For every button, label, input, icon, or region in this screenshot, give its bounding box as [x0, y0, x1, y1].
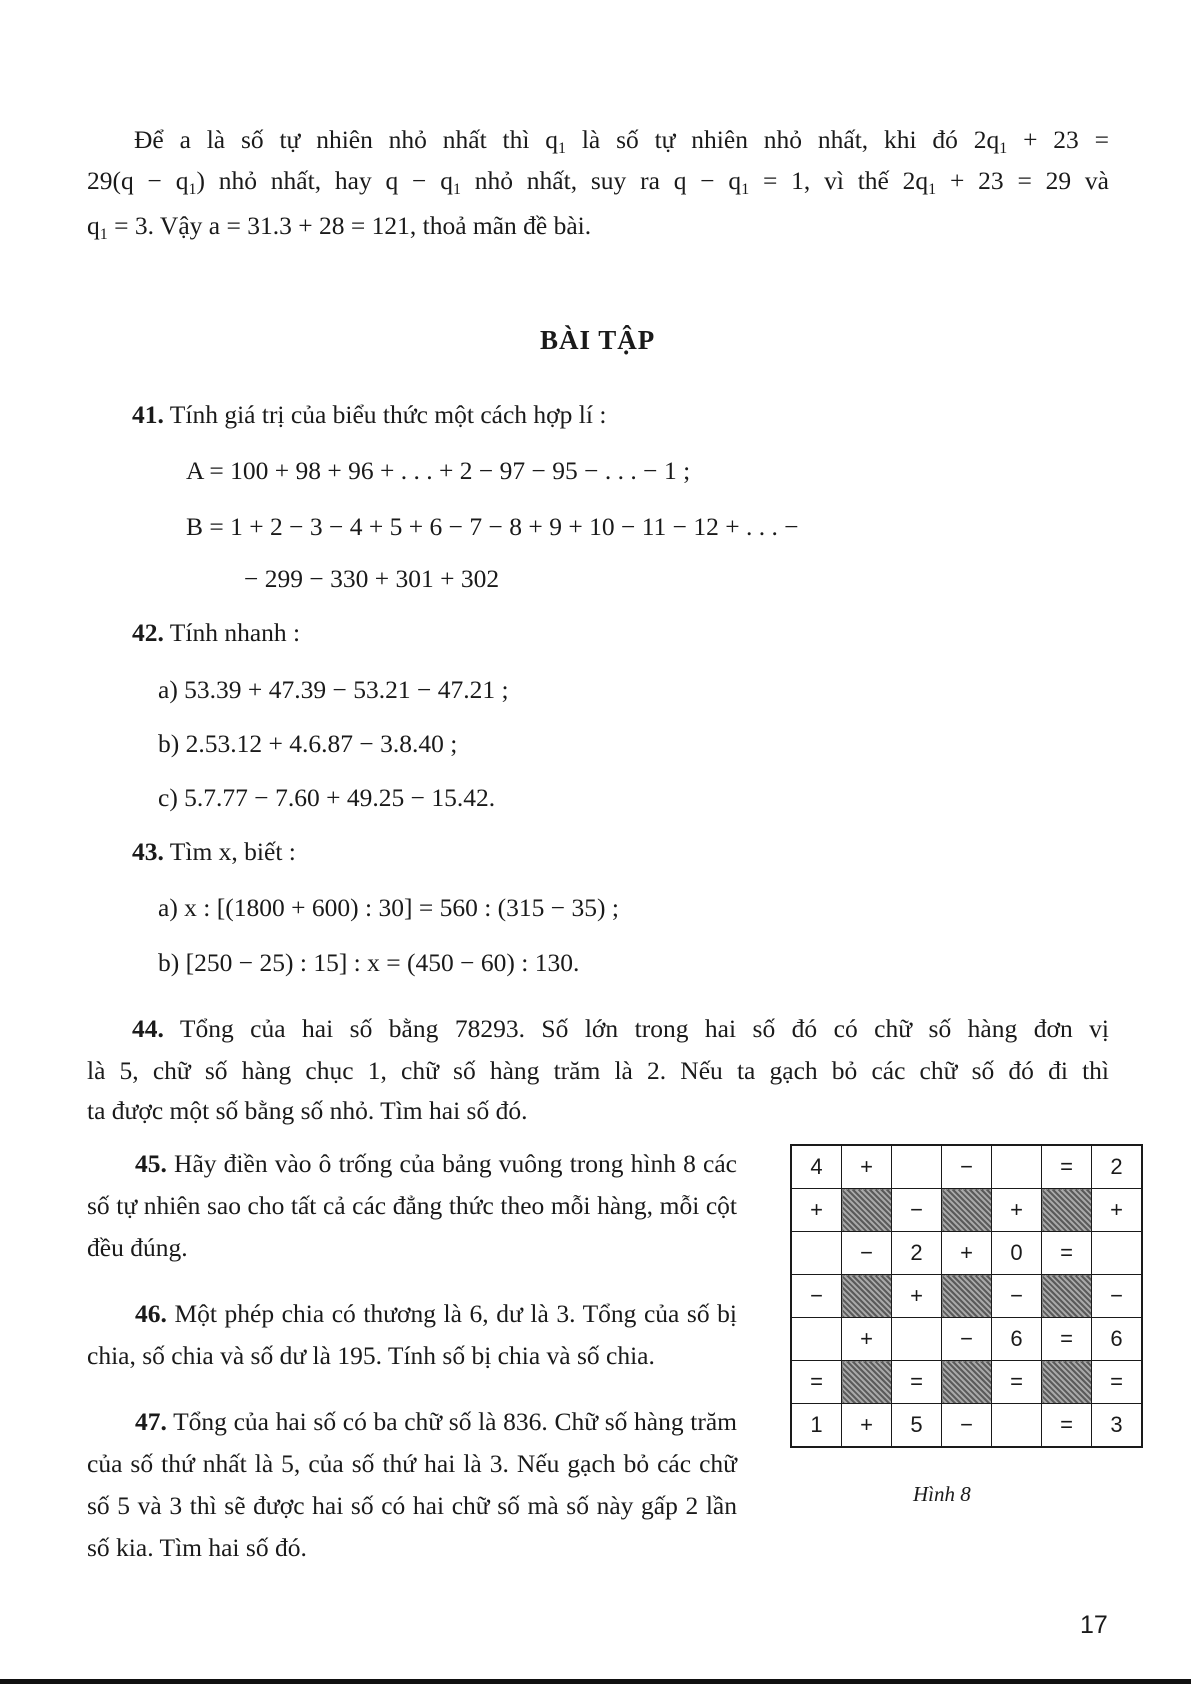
- exercise-44-line-3: ta được một số bằng số nhỏ. Tìm hai số đó.: [87, 1096, 528, 1125]
- grid-cell: −: [942, 1145, 992, 1189]
- grid-cell-empty: [791, 1318, 842, 1361]
- grid-cell-empty: [992, 1145, 1042, 1189]
- grid-cell-empty: [992, 1404, 1042, 1448]
- exercise-text: Tính nhanh :: [169, 618, 301, 647]
- grid-cell: 0: [992, 1232, 1042, 1275]
- grid-cell: +: [892, 1275, 942, 1318]
- grid-row: [791, 1275, 1142, 1318]
- grid-cell-empty: [1092, 1232, 1143, 1275]
- grid-row: [791, 1189, 1142, 1232]
- exercise-text: Một phép chia có thương là 6, dư là 3. Tổng của số bị chia, số chia và số dư là 195. Tính số bị chia và số chia.: [87, 1299, 737, 1370]
- grid-cell: −: [842, 1232, 892, 1275]
- grid-cell: +: [842, 1145, 892, 1189]
- grid-cell-shaded: [1042, 1275, 1092, 1318]
- grid-cell-empty: [892, 1318, 942, 1361]
- exercise-number: 47.: [135, 1407, 167, 1436]
- exercise-number: 45.: [135, 1149, 167, 1178]
- exercise-45: [87, 1143, 737, 1269]
- exercise-42-a: a) 53.39 + 47.39 − 53.21 − 47.21 ;: [158, 675, 509, 704]
- expression-b-line-1: B = 1 + 2 − 3 − 4 + 5 + 6 − 7 − 8 + 9 + 10 − 11 − 12 + . . . −: [186, 512, 799, 541]
- exercise-42: [132, 618, 300, 648]
- grid-cell: =: [1042, 1232, 1092, 1275]
- grid-row: [791, 1404, 1142, 1448]
- grid-cell-shaded: [1042, 1189, 1092, 1232]
- grid-cell: +: [842, 1318, 892, 1361]
- grid-cell: 5: [892, 1404, 942, 1448]
- exercise-43-a: a) x : [(1800 + 600) : 30] = 560 : (315 − 35) ;: [158, 893, 619, 922]
- exercise-43-b: b) [250 − 25) : 15] : x = (450 − 60) : 130.: [158, 948, 580, 977]
- grid-cell: 6: [1092, 1318, 1143, 1361]
- grid-cell: −: [1092, 1275, 1143, 1318]
- expression-b-line-2: − 299 − 330 + 301 + 302: [244, 564, 500, 593]
- grid-cell-shaded: [942, 1275, 992, 1318]
- intro-line-2: $29(q - q_1)$ nhỏ nhất, hay $q - q_1$ nhỏ nhất, suy ra $q - q_1 = 1$, vì thế $2q_1 + 23 = 29$ và: [87, 166, 1109, 198]
- section-title: BÀI TẬP: [540, 325, 656, 355]
- grid-row: [791, 1145, 1142, 1189]
- intro-line-1: Để a là số tự nhiên nhỏ nhất thì $q_1$ là số tự nhiên nhỏ nhất, khi đó $2q_1 + 23$ =: [134, 125, 1109, 157]
- exercise-text-line-1: Tổng của hai số bằng 78293. Số lớn trong hai số đó có chữ số hàng đơn vị: [179, 1014, 1109, 1043]
- figure-caption: Hình 8: [913, 1482, 971, 1506]
- grid-cell: =: [1042, 1318, 1092, 1361]
- grid-cell: +: [942, 1232, 992, 1275]
- grid-cell: −: [942, 1318, 992, 1361]
- grid-cell: =: [892, 1361, 942, 1404]
- exercise-number: 46.: [135, 1299, 167, 1328]
- grid-row: [791, 1318, 1142, 1361]
- grid-cell: +: [791, 1189, 842, 1232]
- grid-cell: −: [791, 1275, 842, 1318]
- bottom-border: [0, 1679, 1191, 1684]
- exercise-47: [87, 1401, 737, 1569]
- grid-cell: −: [992, 1275, 1042, 1318]
- grid-cell: =: [1092, 1361, 1143, 1404]
- grid-cell: +: [1092, 1189, 1143, 1232]
- exercises-45-47: [87, 1143, 737, 1569]
- grid-cell-shaded: [1042, 1361, 1092, 1404]
- grid-cell: =: [992, 1361, 1042, 1404]
- grid-cell: =: [1042, 1404, 1092, 1448]
- exercise-41: [132, 400, 606, 430]
- exercise-text: Tìm x, biết :: [169, 837, 296, 866]
- exercise-text: Tổng của hai số có ba chữ số là 836. Chữ số hàng trăm của số thứ nhất là 5, của số thứ hai là 3. Nếu gạch bỏ các chữ số 5 và 3 thì sẽ được hai số có hai chữ số mà số này gấp 2 lần số kia. Tìm hai số đó.: [87, 1407, 737, 1562]
- exercise-text: Tính giá trị của biểu thức một cách hợp lí :: [169, 400, 607, 429]
- grid-cell: +: [842, 1404, 892, 1448]
- grid-cell: 2: [892, 1232, 942, 1275]
- exercise-number: 43.: [132, 837, 164, 866]
- exercise-number: 44.: [132, 1014, 164, 1043]
- exercise-42-c: c) 5.7.77 − 7.60 + 49.25 − 15.42.: [158, 783, 496, 812]
- grid-cell: 1: [791, 1404, 842, 1448]
- exercise-number: 42.: [132, 618, 164, 647]
- exercise-number: 41.: [132, 400, 164, 429]
- grid-cell-shaded: [942, 1361, 992, 1404]
- grid-cell-shaded: [842, 1189, 892, 1232]
- grid-cell-shaded: [942, 1189, 992, 1232]
- grid-cell-empty: [892, 1145, 942, 1189]
- grid-cell: +: [992, 1189, 1042, 1232]
- exercise-43: [132, 837, 296, 867]
- grid-cell: =: [791, 1361, 842, 1404]
- grid-row: [791, 1361, 1142, 1404]
- grid-cell: 6: [992, 1318, 1042, 1361]
- expression-a: A = 100 + 98 + 96 + . . . + 2 − 97 − 95 − . . . − 1 ;: [186, 456, 691, 485]
- grid-cell: 2: [1092, 1145, 1143, 1189]
- grid-row: [791, 1232, 1142, 1275]
- exercise-46: [87, 1293, 737, 1377]
- exercise-44-line-2: là 5, chữ số hàng chục 1, chữ số hàng trăm là 2. Nếu ta gạch bỏ các chữ số đó đi thì: [87, 1056, 1109, 1085]
- exercise-text: Hãy điền vào ô trống của bảng vuông trong hình 8 các số tự nhiên sao cho tất cả các đẳng thức theo mỗi hàng, mỗi cột đều đúng.: [87, 1149, 738, 1262]
- page-number: 17: [1080, 1611, 1108, 1639]
- grid-cell: 3: [1092, 1404, 1143, 1448]
- grid-cell: 4: [791, 1145, 842, 1189]
- grid-cell: −: [942, 1404, 992, 1448]
- grid-cell: −: [892, 1189, 942, 1232]
- exercise-44: [132, 1014, 1109, 1044]
- grid-cell: =: [1042, 1145, 1092, 1189]
- grid-cell-empty: [791, 1232, 842, 1275]
- intro-line-3: $q_1 = 3$. Vậy a = 31.3 + 28 = 121, thoả mãn đề bài.: [87, 211, 592, 243]
- puzzle-grid: [790, 1144, 1143, 1448]
- grid-cell-shaded: [842, 1361, 892, 1404]
- exercise-42-b: b) 2.53.12 + 4.6.87 − 3.8.40 ;: [158, 729, 458, 758]
- grid-cell-shaded: [842, 1275, 892, 1318]
